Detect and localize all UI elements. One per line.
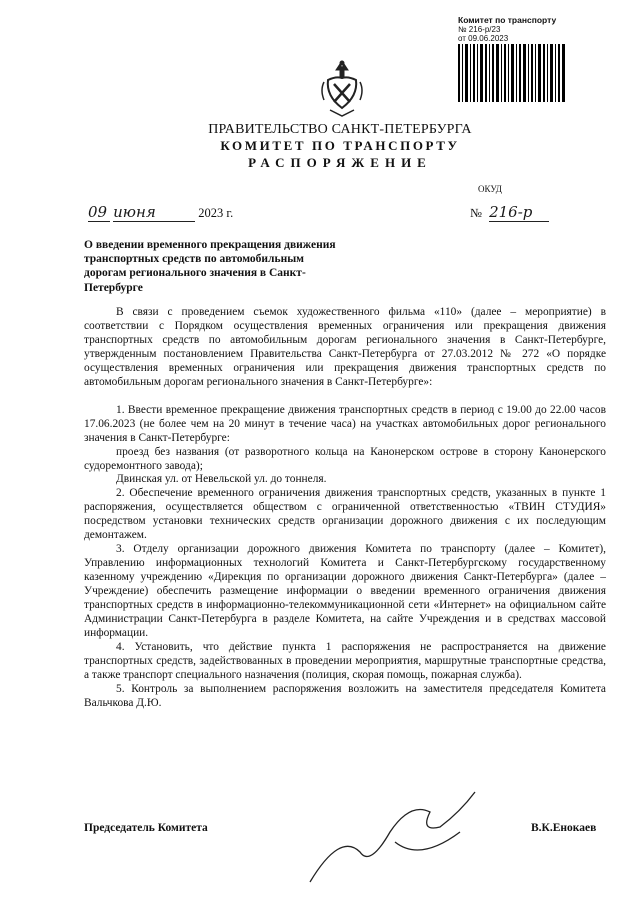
barcode bbox=[458, 44, 566, 102]
registration-stamp bbox=[458, 16, 568, 43]
document-type: РАСПОРЯЖЕНИЕ bbox=[248, 155, 432, 170]
stamp-line-2: № 216-р/23 bbox=[458, 25, 501, 34]
paragraph-item-4: 4. Установить, что действие пункта 1 распоряжения не распространяется на движение транспортных средств, задействованных в проведении мероприятия, маршрутные транспортные средства, а также транспорт специального назначения (полиция, скорая помощь, пожарная служба). bbox=[84, 640, 606, 681]
document-date bbox=[88, 203, 233, 222]
paragraph-road-1: проезд без названия (от разворотного кольца на Канонерском острове в сторону Канонерского судоремонтного завода); bbox=[84, 445, 606, 472]
paragraph-item-3: 3. Отделу организации дорожного движения Комитета по транспорту (далее – Комитет), Управлению информационных технологий Комитета и Санкт-Петербургскому государственному казенному учреждению «Дирекция по организации дорожного движения Санкт-Петербурга» (далее – Учреждение) обеспечить размещение информации о введении временного ограничения движения транспортных средств в информационно-телекоммуникационной сети «Интернет» на официальном сайте Администрации Санкт-Петербурга в разделе Комитета, на сайте Учреждения и в средствах массовой информации. bbox=[84, 543, 606, 639]
signatory-title: Председатель Комитета bbox=[84, 822, 208, 834]
government-name: ПРАВИТЕЛЬСТВО САНКТ-ПЕТЕРБУРГА bbox=[208, 122, 472, 137]
paragraph-item-2: 2. Обеспечение временного ограничения движения транспортных средств, указанных в пункте 1 распоряжения, осуществляется обществом с ограниченной ответственностью «ТВИН СТУДИЯ» посредством установки технических средств организации дорожного движения с их последующим демонтажем. bbox=[84, 487, 606, 542]
number-sign: № bbox=[470, 206, 482, 220]
paragraph-item-1: 1. Ввести временное прекращение движения транспортных средств в период с 19.00 до 22.00 часов 17.06.2023 (не более чем на 20 минут в течение часа) на участках автомобильных дорог регионального значения в Санкт-Петербурге: bbox=[84, 403, 606, 444]
document-subject: О введении временного прекращения движения транспортных средств по автомобильным дорогам регионального значения в Санкт-Петербурге bbox=[84, 239, 336, 294]
paragraph-road-2: Двинская ул. от Невельской ул. до тоннеля. bbox=[116, 473, 327, 486]
paragraph-preamble: В связи с проведением съемок художественного фильма «110» (далее – мероприятие) в соответствии с Порядком осуществления временных ограничения или прекращения движения транспортных средств по автомобильным дорогам регионального значения в Санкт-Петербурге, утвержденным постановлением Правительства Санкт-Петербурга от 27.03.2012 № 272 «О порядке осуществления временных ограничения или прекращения движения транспортных средств по автомобильным дорогам регионального значения в Санкт-Петербурге»: bbox=[84, 306, 606, 388]
date-month: июня bbox=[113, 203, 195, 222]
document-body bbox=[84, 306, 606, 711]
date-year: 2023 г. bbox=[198, 206, 234, 220]
paragraph-item-5: 5. Контроль за выполнением распоряжения возложить на заместителя председателя Комитета Вальчкова Д.Ю. bbox=[84, 682, 606, 709]
signatory-name: В.К.Енокаев bbox=[531, 822, 597, 834]
coat-of-arms-icon bbox=[318, 60, 366, 118]
handwritten-signature bbox=[300, 772, 500, 892]
date-day: 09 bbox=[88, 203, 110, 222]
stamp-line-3: от 09.06.2023 bbox=[458, 34, 509, 43]
okud-label: ОКУД bbox=[478, 184, 502, 194]
document-number bbox=[470, 203, 549, 222]
committee-name: КОМИТЕТ ПО ТРАНСПОРТУ bbox=[220, 138, 460, 153]
stamp-line-1: Комитет по транспорту bbox=[458, 15, 557, 25]
number-value: 216-р bbox=[489, 203, 549, 222]
